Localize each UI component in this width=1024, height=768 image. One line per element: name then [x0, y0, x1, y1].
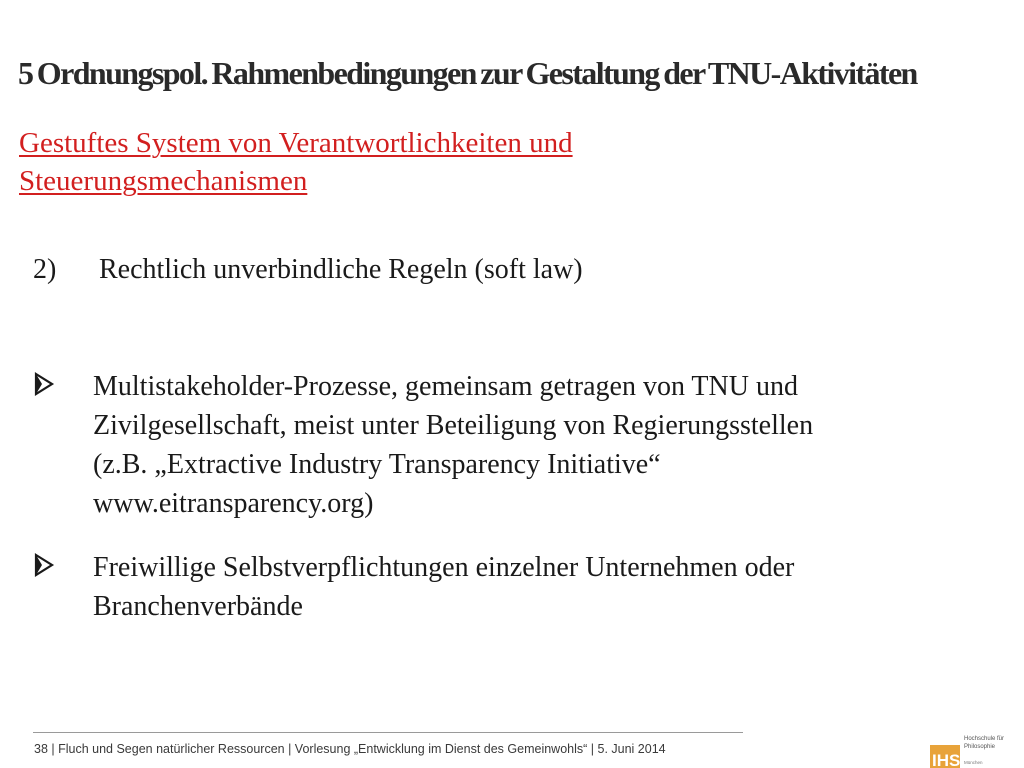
bullet-item [33, 548, 993, 626]
bullet-line: Zivilgesellschaft, meist unter Beteiligung von Regierungsstellen [93, 410, 814, 441]
numbered-item [33, 254, 583, 286]
footer-divider [33, 732, 743, 733]
logo-abbr: IHS [932, 751, 961, 768]
bullet-line: Freiwillige Selbstverpflichtungen einzelner Unternehmen oder [93, 552, 795, 583]
item-number: 2) [33, 254, 57, 285]
logo-line-1: Hochschule für [964, 736, 1005, 742]
logo-line-3: München [964, 760, 983, 765]
footer-text: 38 | Fluch und Segen natürlicher Ressourcen | Vorlesung „Entwicklung im Dienst des Gemeinwohls“ | 5. Juni 2014 [34, 742, 666, 756]
arrow-bullet-icon [33, 549, 57, 581]
bullet-line: www.eitransparency.org) [93, 488, 374, 519]
slide-subtitle [19, 124, 779, 200]
subtitle-line-2: Steuerungsmechanismen [19, 165, 308, 197]
item-heading: Rechtlich unverbindliche Regeln (soft law) [99, 254, 583, 285]
logo-line-2: Philosophie [964, 744, 996, 750]
ihs-logo [930, 733, 1010, 768]
bullet-line: (z.B. „Extractive Industry Transparency Initiative“ [93, 449, 661, 480]
slide-title: 5 Ordnungspol. Rahmenbedingungen zur Gestaltung der TNU-Aktivitäten [18, 55, 917, 91]
arrow-bullet-icon [33, 368, 57, 400]
subtitle-line-1: Gestuftes System von Verantwortlichkeiten und [19, 127, 573, 159]
bullet-item [33, 367, 993, 523]
bullet-line: Multistakeholder-Prozesse, gemeinsam getragen von TNU und [93, 371, 798, 402]
bullet-line: Branchenverbände [93, 591, 303, 622]
